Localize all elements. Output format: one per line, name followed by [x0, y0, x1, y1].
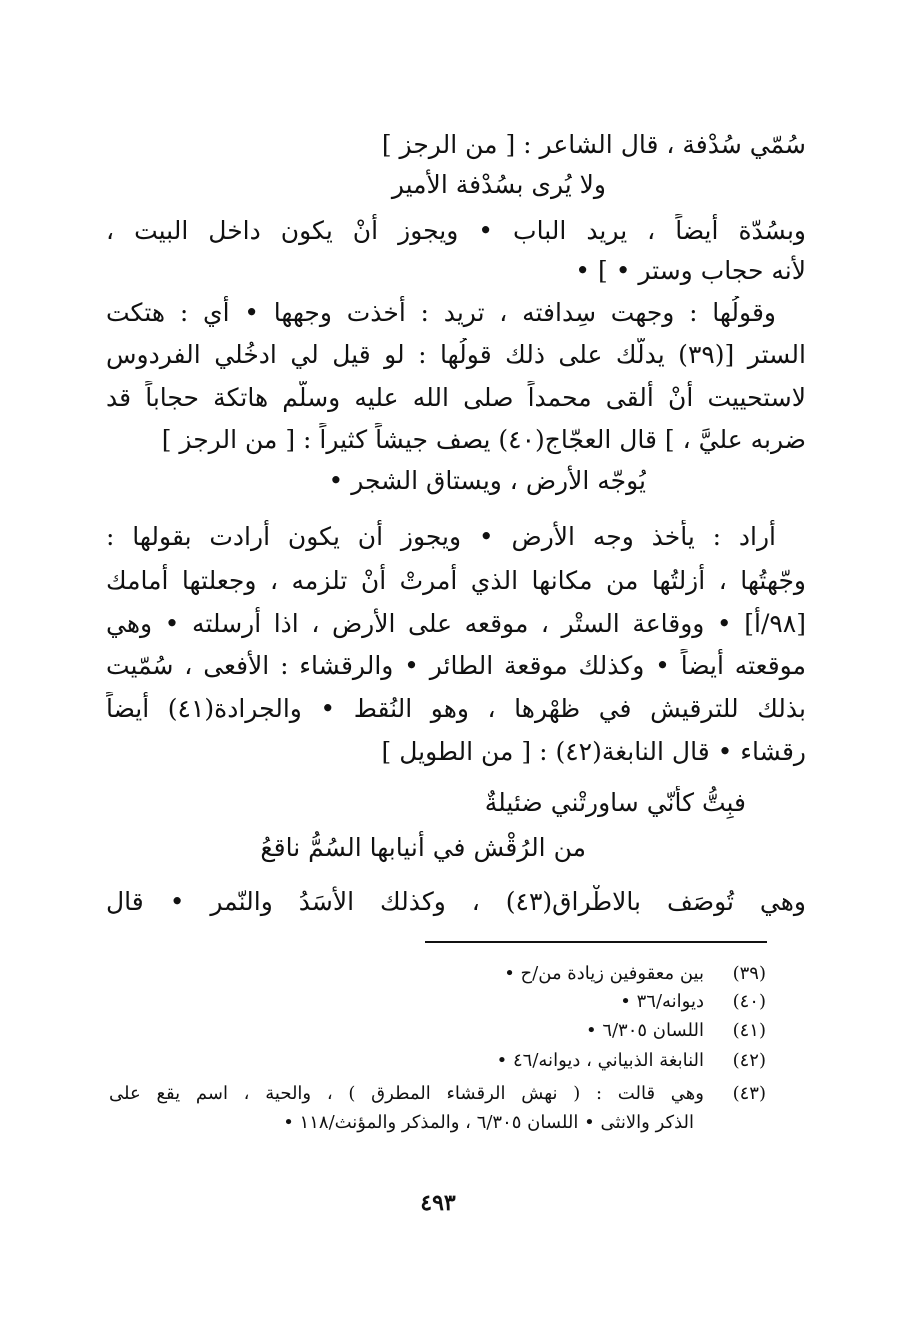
body-line-3: وبسُدّة أيضاً ، يريد الباب • ويجوز أنْ يكون داخل البيت ،: [106, 216, 806, 245]
body-line-12: [٩٨/أ] • ووقاعة الستْر ، موقعه على الأرض ، اذا أرسلته • وهي: [106, 609, 806, 638]
body-line-5: وقولُها : وجهت سِدافته ، تريد : أخذت وجهها • أي : هتكت: [106, 298, 776, 327]
body-line-8: ضربه عليَّ ، ] قال العجّاج(٤٠) يصف جيشاً كثيراً : [ من الرجز ]: [161, 425, 806, 454]
footnote-text: النابغة الذبياني ، ديوانه/٤٦ •: [496, 1050, 704, 1071]
body-line-7: لاستحييت أنْ ألقى محمداً صلى الله عليه وسلّم هاتكة حجاباً قد: [106, 383, 806, 412]
body-line-11: وجّهتُها ، أزلتُها من مكانها الذي أُمرتْ أنْ تلزمه ، وجعلتها أمامك: [106, 566, 806, 595]
footnote-number: (٤٢): [732, 1050, 766, 1071]
verse-line-1: ولا يُرى بسُدْفة الأمير: [391, 170, 606, 199]
body-line-18: وهي تُوصَف بالاطْراق(٤٣) ، وكذلك الأسَدُ والنّمر • قال: [106, 887, 806, 916]
footnote-text: ديوانه/٣٦ •: [620, 991, 704, 1012]
body-line-10: أراد : يأخذ وجه الأرض • ويجوز أن يكون أرادت بقولها :: [106, 522, 776, 551]
body-line-4: لأنه حجاب وستر • ] •: [575, 256, 806, 285]
footnote-number: (٤٣): [732, 1083, 766, 1104]
footnote-number: (٣٩): [732, 963, 766, 984]
footnote-text: اللسان ٦/٣٠٥ •: [585, 1020, 704, 1041]
verse-line-2: يُوجّه الأرض ، ويستاق الشجر •: [328, 466, 646, 495]
poem-hemistich-2: من الرُقْش في أنيابها السُمُّ ناقعُ: [260, 833, 586, 862]
footnote-text: بين معقوفين زيادة من/ح •: [504, 963, 704, 984]
body-line-1: سُمّي سُدْفة ، قال الشاعر : [ من الرجز ]: [381, 130, 806, 159]
body-line-14: بذلك للترقيش في ظهْرها ، وهو النُقط • والجرادة(٤١) أيضاً: [106, 694, 806, 723]
footnote-text-continuation: الذكر والانثى • اللسان ٦/٣٠٥ ، والمذكر والمؤنث/١١٨ •: [283, 1112, 694, 1133]
page-number: ٤٩٣: [420, 1190, 456, 1216]
body-line-13: موقعته أيضاً • وكذلك موقعة الطائر • والرقشاء : الأفعى ، سُمّيت: [106, 651, 806, 680]
body-line-6: الستر [(٣٩) يدلّك على ذلك قولُها : لو قيل لي ادخُلي الفردوس: [106, 340, 806, 369]
poem-hemistich-1: فبِتُّ كأنّي ساورتْني ضئيلةٌ: [484, 788, 746, 817]
footnote-text: وهي قالت : ( نهش الرقشاء المطرق ) ، والحية ، اسم يقع على: [109, 1083, 704, 1104]
footnote-number: (٤٠): [732, 991, 766, 1012]
body-line-15: رقشاء • قال النابغة(٤٢) : [ من الطويل ]: [381, 737, 806, 766]
footnote-separator: [425, 941, 767, 943]
footnote-number: (٤١): [732, 1020, 766, 1041]
